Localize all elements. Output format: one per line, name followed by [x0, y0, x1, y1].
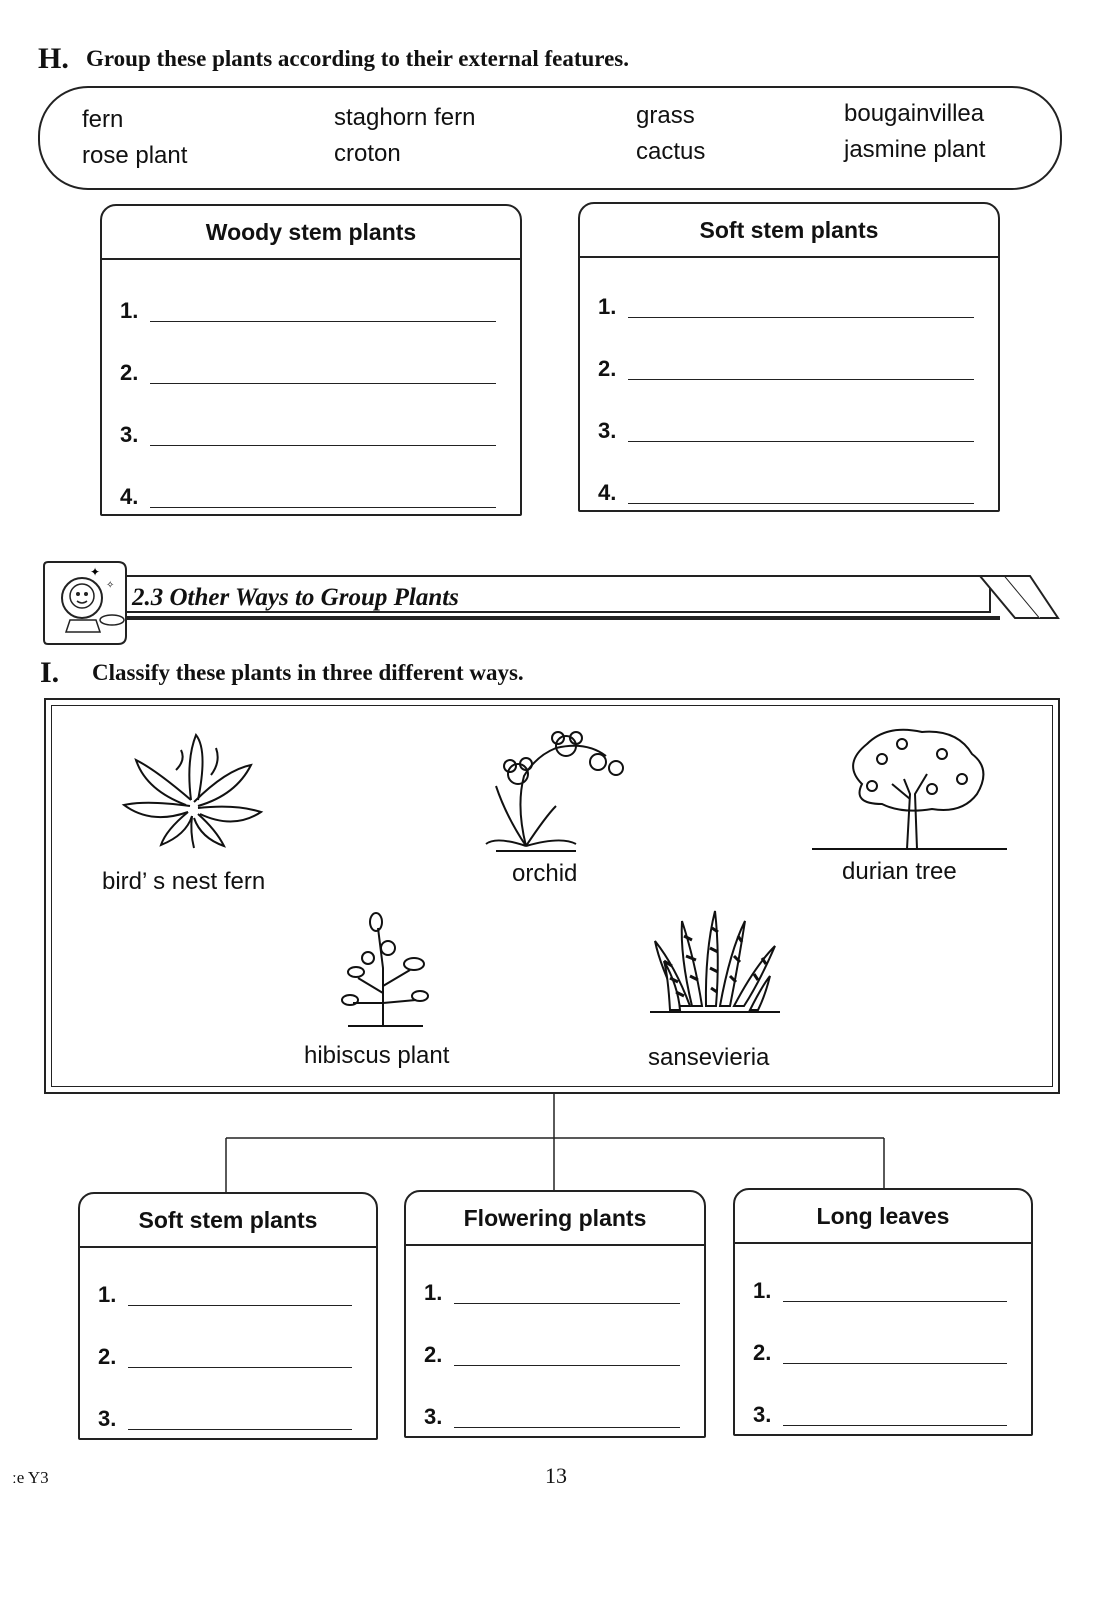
row-number: 1.: [120, 298, 139, 323]
answer-line[interactable]: [454, 1365, 680, 1366]
row-number: 3.: [120, 422, 139, 447]
row-number: 2.: [753, 1340, 772, 1365]
word-bank-item: fern: [82, 106, 124, 133]
answer-row[interactable]: [753, 1274, 1007, 1304]
box-heading: Soft stem plants: [80, 1194, 376, 1248]
plant-label: orchid: [512, 860, 578, 887]
plant-label: durian tree: [842, 858, 957, 885]
row-number: 1.: [753, 1278, 772, 1303]
question-h-letter: H.: [38, 42, 69, 75]
page-number: 13: [545, 1463, 567, 1488]
orchid-icon: [466, 726, 636, 856]
box-heading: Flowering plants: [406, 1192, 704, 1246]
answer-line[interactable]: [454, 1303, 680, 1304]
row-number: 3.: [753, 1402, 772, 1427]
word-bank-item: bougainvillea: [844, 100, 985, 127]
box-heading: Long leaves: [735, 1190, 1031, 1244]
row-number: 3.: [424, 1404, 443, 1429]
answer-line[interactable]: [128, 1305, 352, 1306]
row-number: 1.: [598, 294, 617, 319]
word-bank-item: jasmine plant: [844, 136, 986, 163]
row-number: 2.: [598, 356, 617, 381]
answer-line[interactable]: [454, 1427, 680, 1428]
answer-row[interactable]: [98, 1340, 352, 1370]
row-number: 3.: [98, 1406, 117, 1431]
row-number: 1.: [424, 1280, 443, 1305]
answer-line[interactable]: [783, 1363, 1007, 1364]
row-number: 2.: [424, 1342, 443, 1367]
box-heading: Soft stem plants: [580, 204, 998, 258]
answer-line[interactable]: [128, 1429, 352, 1430]
box-heading: Woody stem plants: [102, 206, 520, 260]
row-number: 2.: [120, 360, 139, 385]
answer-row[interactable]: [98, 1278, 352, 1308]
answer-row[interactable]: [98, 1402, 352, 1432]
question-i-instruction: Classify these plants in three different ways.: [92, 660, 524, 685]
section-title: 2.3 Other Ways to Group Plants: [132, 584, 459, 611]
answer-row[interactable]: [753, 1398, 1007, 1428]
row-number: 4.: [120, 484, 139, 509]
question-i-letter: I.: [40, 656, 60, 689]
svg-text:✧: ✧: [106, 580, 115, 591]
hibiscus-plant-icon: [328, 908, 438, 1033]
answer-line[interactable]: [783, 1425, 1007, 1426]
row-number: 3.: [598, 418, 617, 443]
answer-row[interactable]: [753, 1336, 1007, 1366]
word-bank-item: cactus: [636, 138, 706, 165]
plant-label: hibiscus plant: [304, 1042, 450, 1069]
classification-connector: [0, 1088, 1098, 1198]
row-number: 1.: [98, 1282, 117, 1307]
durian-tree-icon: [812, 724, 1012, 854]
word-bank-item: croton: [334, 140, 401, 167]
word-bank-item: rose plant: [82, 142, 188, 169]
answer-line[interactable]: [128, 1367, 352, 1368]
footer-book-label: ːe Y3: [12, 1468, 49, 1487]
row-number: 2.: [98, 1344, 117, 1369]
answer-row[interactable]: [424, 1338, 680, 1368]
row-number: 4.: [598, 480, 617, 505]
plant-label: bird’ s nest fern: [102, 868, 266, 895]
answer-row[interactable]: [424, 1400, 680, 1430]
long-leaves-box: [733, 1188, 1033, 1436]
question-h-instruction: Group these plants according to their external features.: [86, 46, 630, 71]
plants-frame: [44, 698, 1060, 1094]
word-bank-item: grass: [636, 102, 695, 129]
answer-line[interactable]: [783, 1301, 1007, 1302]
answer-row[interactable]: [424, 1276, 680, 1306]
word-bank-item: staghorn fern: [334, 104, 476, 131]
svg-text:✦: ✦: [90, 565, 101, 579]
plant-label: sansevieria: [648, 1044, 770, 1071]
soft-stem-classification-box: [78, 1192, 378, 1440]
birds-nest-fern-icon: [116, 730, 266, 850]
flowering-plants-box: [404, 1190, 706, 1438]
sansevieria-icon: [650, 906, 780, 1016]
